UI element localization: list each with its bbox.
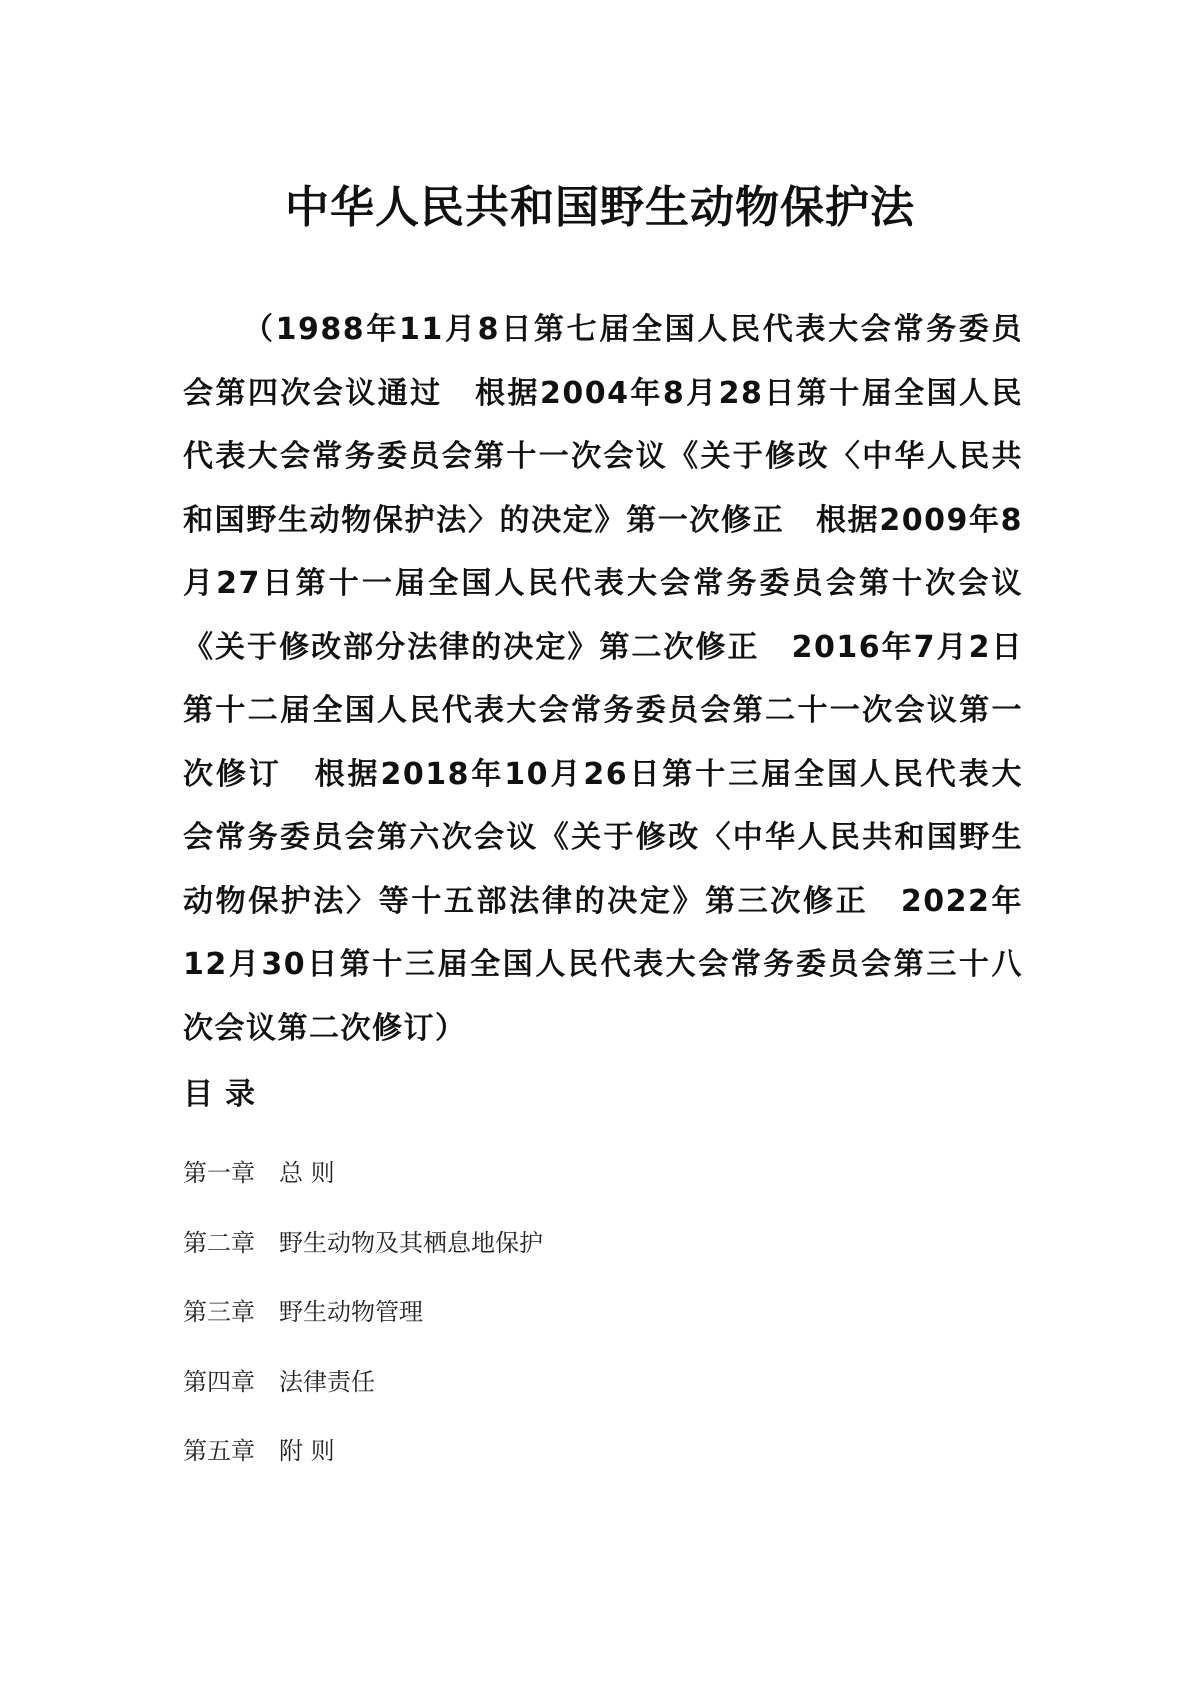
toc-item-chapter-5	[183, 1431, 543, 1501]
toc-item-chapter-4	[183, 1362, 543, 1432]
toc-chapter-number: 第二章	[183, 1228, 255, 1257]
toc-chapter-title: 附 则	[279, 1437, 335, 1465]
toc-chapter-title: 野生动物及其栖息地保护	[279, 1228, 543, 1257]
toc-chapter-number: 第五章	[183, 1437, 255, 1465]
table-of-contents	[183, 1153, 543, 1501]
legislative-history: （1988年11月8日第七届全国人民代表大会常务委员会第四次会议通过 根据2004年8月28日第十届全国人民代表大会常务委员会第十一次会议《关于修改〈中华人民共和国野生动物保护法〉的决定》第一次修正 根据2009年8月27日第十一届全国人民代表大会常务委员会第十次会议《关于修改部分法律的决定》第二次修正 2016年7月2日第十二届全国人民代表大会常务委员会第二十一次会议第一次修订 根据2018年10月26日第十三届全国人民代表大会常务委员会第六次会议《关于修改〈中华人民共和国野生动物保护法〉等十五部法律的决定》第三次修正 2022年12月30日第十三届全国人民代表大会常务委员会第三十八次会议第二次修订）	[183, 312, 1023, 1046]
toc-chapter-title: 野生动物管理	[279, 1298, 423, 1326]
toc-chapter-title: 总 则	[279, 1159, 335, 1187]
toc-chapter-number: 第三章	[183, 1298, 255, 1326]
toc-chapter-number: 第一章	[183, 1159, 255, 1187]
document-title: 中华人民共和国野生动物保护法	[285, 182, 915, 233]
toc-chapter-number: 第四章	[183, 1367, 255, 1396]
toc-item-chapter-2	[183, 1223, 543, 1293]
toc-chapter-title: 法律责任	[279, 1367, 375, 1396]
toc-heading: 目录	[183, 1077, 267, 1112]
toc-item-chapter-1	[183, 1153, 543, 1223]
toc-item-chapter-3	[183, 1292, 543, 1362]
